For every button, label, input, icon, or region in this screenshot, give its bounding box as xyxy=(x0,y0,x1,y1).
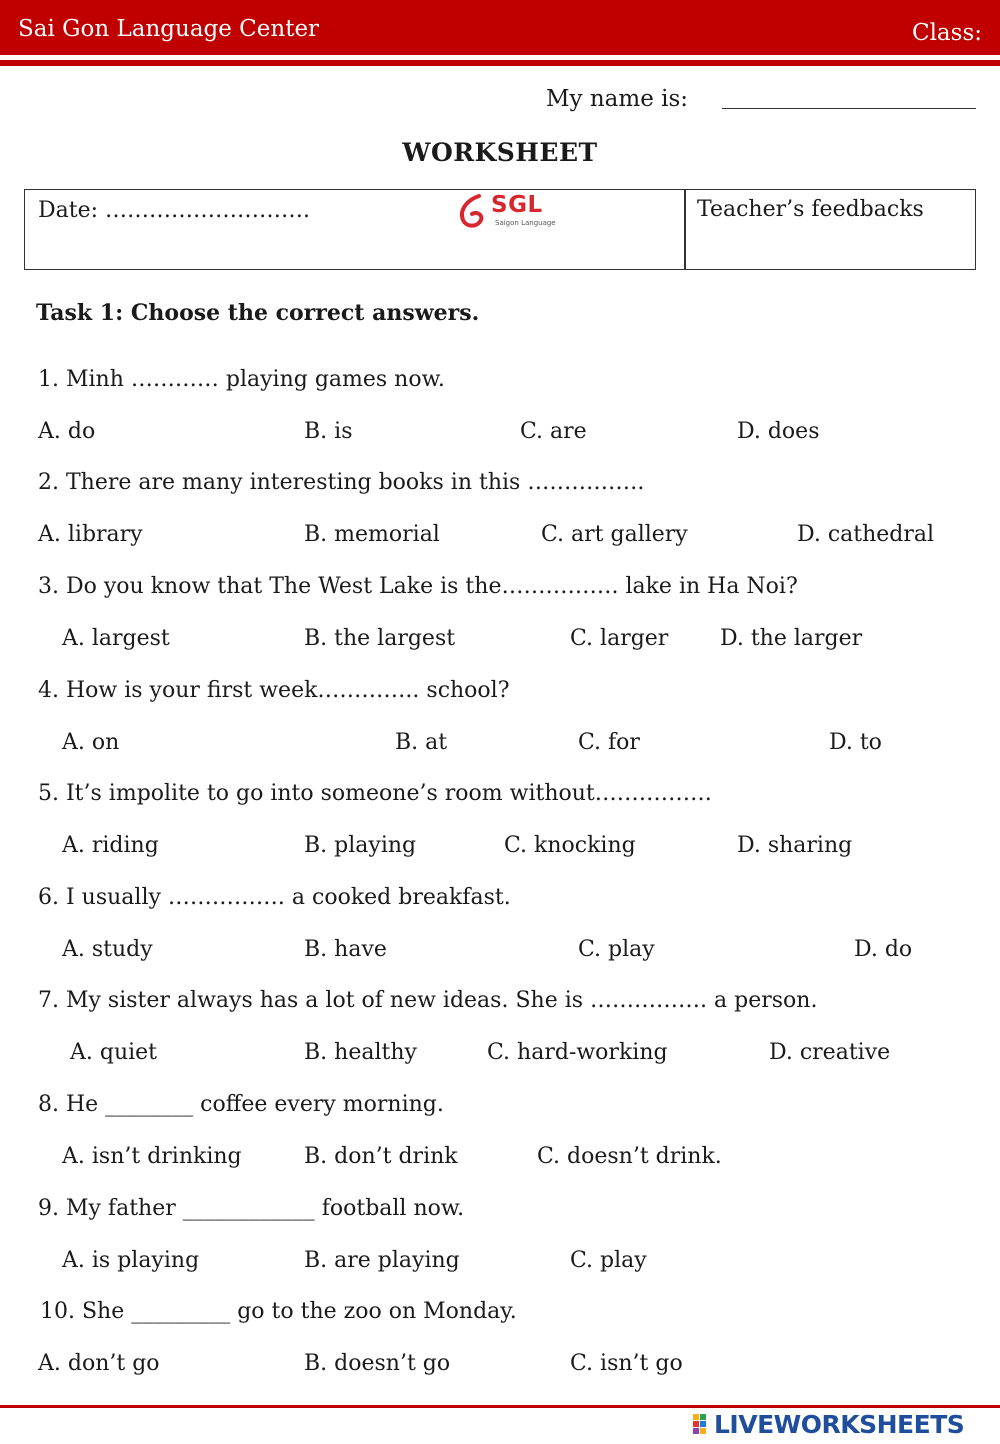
footer-divider xyxy=(0,1405,1000,1408)
question-5: 5. It’s impolite to go into someone’s room without……………. xyxy=(38,781,712,806)
header-divider xyxy=(0,60,1000,66)
q4-option-b[interactable]: B. at xyxy=(395,730,448,755)
feedback-label: Teacher’s feedbacks xyxy=(697,197,924,222)
q2-option-a[interactable]: A. library xyxy=(38,522,143,547)
q1-option-d[interactable]: D. does xyxy=(737,419,820,444)
date-label: Date: ………………………. xyxy=(38,198,311,223)
question-2: 2. There are many interesting books in this ……………. xyxy=(38,470,645,495)
q8-option-a[interactable]: A. isn’t drinking xyxy=(62,1144,242,1169)
q8-option-c[interactable]: C. doesn’t drink. xyxy=(537,1144,722,1169)
question-1: 1. Minh ………… playing games now. xyxy=(38,367,445,392)
question-9: 9. My father ____________ football now. xyxy=(38,1196,465,1221)
info-box-divider xyxy=(684,190,686,269)
question-6: 6. I usually ……………. a cooked breakfast. xyxy=(38,885,511,910)
q3-option-a[interactable]: A. largest xyxy=(62,626,170,651)
page-title: WORKSHEET xyxy=(402,138,598,167)
q6-option-b[interactable]: B. have xyxy=(304,937,387,962)
q1-option-b[interactable]: B. is xyxy=(304,419,353,444)
q3-option-d[interactable]: D. the larger xyxy=(720,626,863,651)
question-7: 7. My sister always has a lot of new ideas. She is ……………. a person. xyxy=(38,988,818,1013)
q2-option-c[interactable]: C. art gallery xyxy=(541,522,688,547)
question-4: 4. How is your first week………….. school? xyxy=(38,678,510,703)
q4-option-c[interactable]: C. for xyxy=(578,730,640,755)
q5-option-b[interactable]: B. playing xyxy=(304,833,417,858)
q3-option-c[interactable]: C. larger xyxy=(570,626,669,651)
q5-option-c[interactable]: C. knocking xyxy=(504,833,636,858)
q7-option-a[interactable]: A. quiet xyxy=(70,1040,158,1065)
q9-option-a[interactable]: A. is playing xyxy=(62,1248,200,1273)
class-label: Class: xyxy=(911,20,982,46)
q5-option-d[interactable]: D. sharing xyxy=(737,833,853,858)
sgl-logo xyxy=(455,190,565,232)
q7-option-b[interactable]: B. healthy xyxy=(304,1040,417,1065)
q9-option-b[interactable]: B. are playing xyxy=(304,1248,460,1273)
info-box xyxy=(24,189,976,270)
liveworksheets-logo xyxy=(692,1410,992,1440)
header-bar xyxy=(0,0,1000,55)
q10-option-b[interactable]: B. doesn’t go xyxy=(304,1351,451,1376)
q2-option-d[interactable]: D. cathedral xyxy=(797,522,935,547)
q6-option-c[interactable]: C. play xyxy=(578,937,655,962)
q9-option-c[interactable]: C. play xyxy=(570,1248,647,1273)
question-8: 8. He ________ coffee every morning. xyxy=(38,1092,444,1117)
q10-option-a[interactable]: A. don’t go xyxy=(38,1351,160,1376)
task-title: Task 1: Choose the correct answers. xyxy=(36,300,480,326)
center-name: Sai Gon Language Center xyxy=(18,16,320,42)
name-input-line[interactable] xyxy=(722,108,976,109)
liveworksheets-brand: LIVEWORKSHEETS xyxy=(714,1410,965,1439)
logo-subtitle: Saigon Language xyxy=(495,219,556,227)
q2-option-b[interactable]: B. memorial xyxy=(304,522,440,547)
question-10: 10. She _________ go to the zoo on Monday. xyxy=(40,1299,517,1324)
name-label: My name is: xyxy=(546,86,689,112)
q1-option-a[interactable]: A. do xyxy=(38,419,96,444)
sgl-swirl-icon xyxy=(455,192,491,232)
logo-text: SGL xyxy=(491,192,543,218)
q10-option-c[interactable]: C. isn’t go xyxy=(570,1351,683,1376)
question-3: 3. Do you know that The West Lake is the……………. lake in Ha Noi? xyxy=(38,574,798,599)
q7-option-c[interactable]: C. hard-working xyxy=(487,1040,668,1065)
q7-option-d[interactable]: D. creative xyxy=(769,1040,891,1065)
q1-option-c[interactable]: C. are xyxy=(520,419,587,444)
q4-option-d[interactable]: D. to xyxy=(829,730,882,755)
liveworksheets-blocks-icon xyxy=(692,1412,714,1436)
q8-option-b[interactable]: B. don’t drink xyxy=(304,1144,458,1169)
q3-option-b[interactable]: B. the largest xyxy=(304,626,456,651)
q4-option-a[interactable]: A. on xyxy=(62,730,120,755)
q5-option-a[interactable]: A. riding xyxy=(62,833,159,858)
q6-option-d[interactable]: D. do xyxy=(854,937,913,962)
q6-option-a[interactable]: A. study xyxy=(62,937,153,962)
